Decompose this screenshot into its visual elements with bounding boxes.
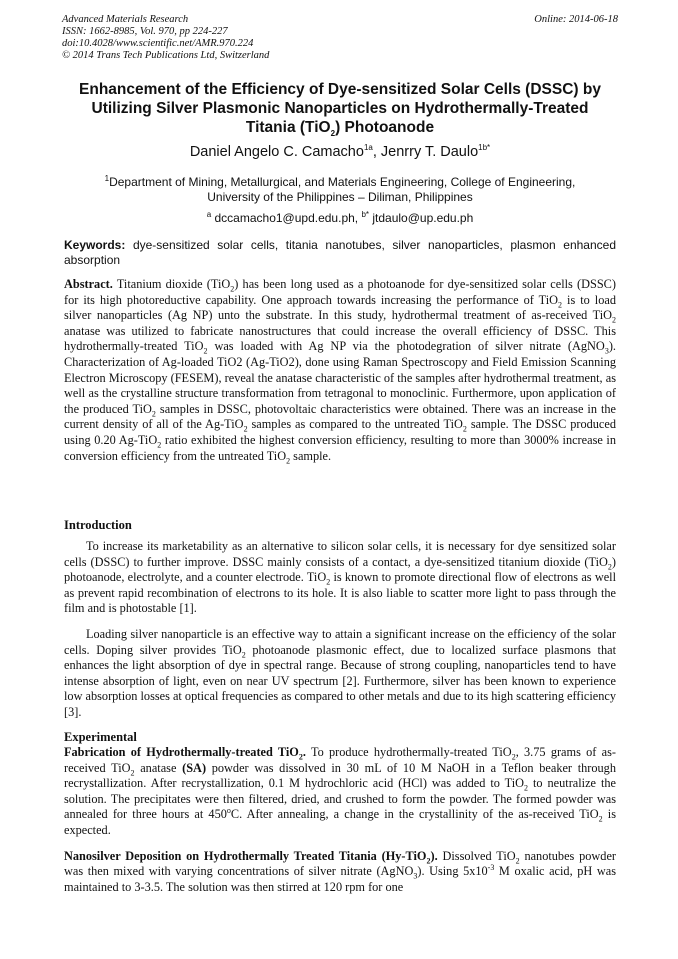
experimental-body [64,745,616,895]
copyright-line: © 2014 Trans Tech Publications Ltd, Switzerland [62,50,270,61]
doi-line: doi:10.4028/www.scientific.net/AMR.970.224 [62,38,254,49]
title-line-2: Utilizing Silver Plasmonic Nanoparticles on Hydrothermally-Treated [91,100,589,117]
journal-header [62,14,618,62]
journal-name: Advanced Materials Research [62,14,189,25]
author-list: Daniel Angelo C. Camacho$^{1a}$, Jenrry T. Daulo$^{1b*}$ [189,143,491,160]
email-a: dccamacho1@upd.edu.ph, [211,211,362,225]
affiliation: $^1$Department of Mining, Metallurgical, and Materials Engineering, College of Engineering, University of the Philippines – Diliman, Philippines [104,174,576,204]
fabrication-subheading: Fabrication of Hydrothermally-treated TiO$_2$. [64,745,306,762]
author-2: Jenrry T. Daulo [380,144,479,160]
introduction-heading: Introduction [64,518,132,532]
introduction-body [64,539,616,721]
author-1: Daniel Angelo C. Camacho [189,144,364,160]
online-date: Online: 2014-06-18 [534,14,618,25]
abstract-label: Abstract. [64,277,113,291]
nanosilver-paragraph: Nanosilver Deposition on Hydrothermally Treated Titania (Hy-TiO$_2$). Dissolved TiO$_2$ nanotubes powder was then mixed with varying concentrations of silver nitrate (AgNO$_3$). Using $5x10^{-3}$ M oxalic acid, pH was maintained to 3-3.5. The solution was then stirred at 120 rpm for one [64,848,616,894]
intro-paragraph-2: Loading silver nanoparticle is an effective way to attain a significant increase on the efficiency of the solar cells. Doping silver provides TiO$_2$ photoanode plasmonic effect, due to localized surface plasmons that enhances the light absorption of dye in spectral range. Because of strong coupling, nanoparticles tend to have intense absorption of light, even on near UV spectrum [2]. Furthermore, silver has been known to experience low absorption losses at optical frequencies as compared to other metals and due to its high scattering efficiency [3]. [64,626,616,719]
title-line-3: Titania (TiO$_2$) Photoanode [245,119,435,139]
author-emails: $^a$ dccamacho1@upd.edu.ph, $^{b*}$ jtdaulo@up.edu.ph [206,210,474,225]
keywords-text: dye-sensitized solar cells, titania nanotubes, silver nanoparticles, plasmon enhanced absorption [64,238,616,267]
nanosilver-subheading: Nanosilver Deposition on Hydrothermally Treated Titania (Hy-TiO$_2$). [64,848,438,866]
experimental-heading: Experimental [64,730,137,744]
paper-title [62,80,618,137]
title-line-1: Enhancement of the Efficiency of Dye-sensitized Solar Cells (DSSC) by [79,81,601,98]
email-b: jtdaulo@up.edu.ph [369,211,474,225]
keywords [64,238,616,268]
abstract: Abstract. Titanium dioxide (TiO$_2$) has been long used as a photoanode for dye-sensitized solar cells (DSSC) for its high photoreductive capability. One approach towards increasing the performance of TiO$_2$ is to load silver nanoparticles (Ag NP) unto the substrate. In this study, hydrothermal treatment of as-received TiO$_2$ anatase was utilized to fabricate nanostructures that could increase the overall efficiency of DSSC. This hydrothermally-treated TiO$_2$ was loaded with Ag NP via the photodegration of silver nitrate (AgNO$_3$). Characterization of Ag-loaded TiO2 (Ag-TiO2), done using Raman Spectroscopy and Field Emission Scanning Electron Microscopy (FESEM), reveal the anatase characteristic of the samples after hydrothermal treatment, as well as the crystalline structure transformation from tetragonal to monoclinic. Furthermore, upon application of the produced TiO$_2$ samples in DSSC, photovoltaic characteristics were obtained. There was an increase in the current density of all of the Ag-TiO$_2$ samples as compared to the untreated TiO$_2$ sample. The DSSC produced using 0.20 Ag-TiO$_2$ ratio exhibited the highest conversion efficiency, resulting to more than 3000% increase in conversion efficiency from the untreated TiO$_2$ sample. [64,277,616,465]
fabrication-paragraph: Fabrication of Hydrothermally-treated TiO$_2$. To produce hydrothermally-treated TiO$_2$, 3.75 grams of as-received TiO$_2$ anatase (SA) powder was dissolved in 30 mL of 10 M NaOH in a Teflon beaker through recrystallization. After recrystallization, 0.1 M hydrochloric acid (HCl) was added to TiO$_2$ to neutralize the solution. The precipitates were then filtered, dried, and crushed to form the powder. The formed powder was annealed for three hours at 450$^o$C. After annealing, a change in the crystallinity of the as-received TiO$_2$ is expected. [64,745,616,837]
issn-line: ISSN: 1662-8985, Vol. 970, pp 224-227 [62,26,228,37]
keywords-label: Keywords: [64,238,126,252]
intro-paragraph-1: To increase its marketability as an alternative to silicon solar cells, it is necessary for dye sensitized solar cells (DSSC) to further improve. DSSC mainly consists of a contact, a dye-sensitized titanium dioxide (TiO$_2$) photoanode, electrolyte, and a counter electrode. TiO$_2$ is known to promote directional flow of electrons as well as prevent rapid recombination of electrons to its hole. It is also liable to scatter more light to pass through the film and is photostable [1]. [64,539,616,616]
